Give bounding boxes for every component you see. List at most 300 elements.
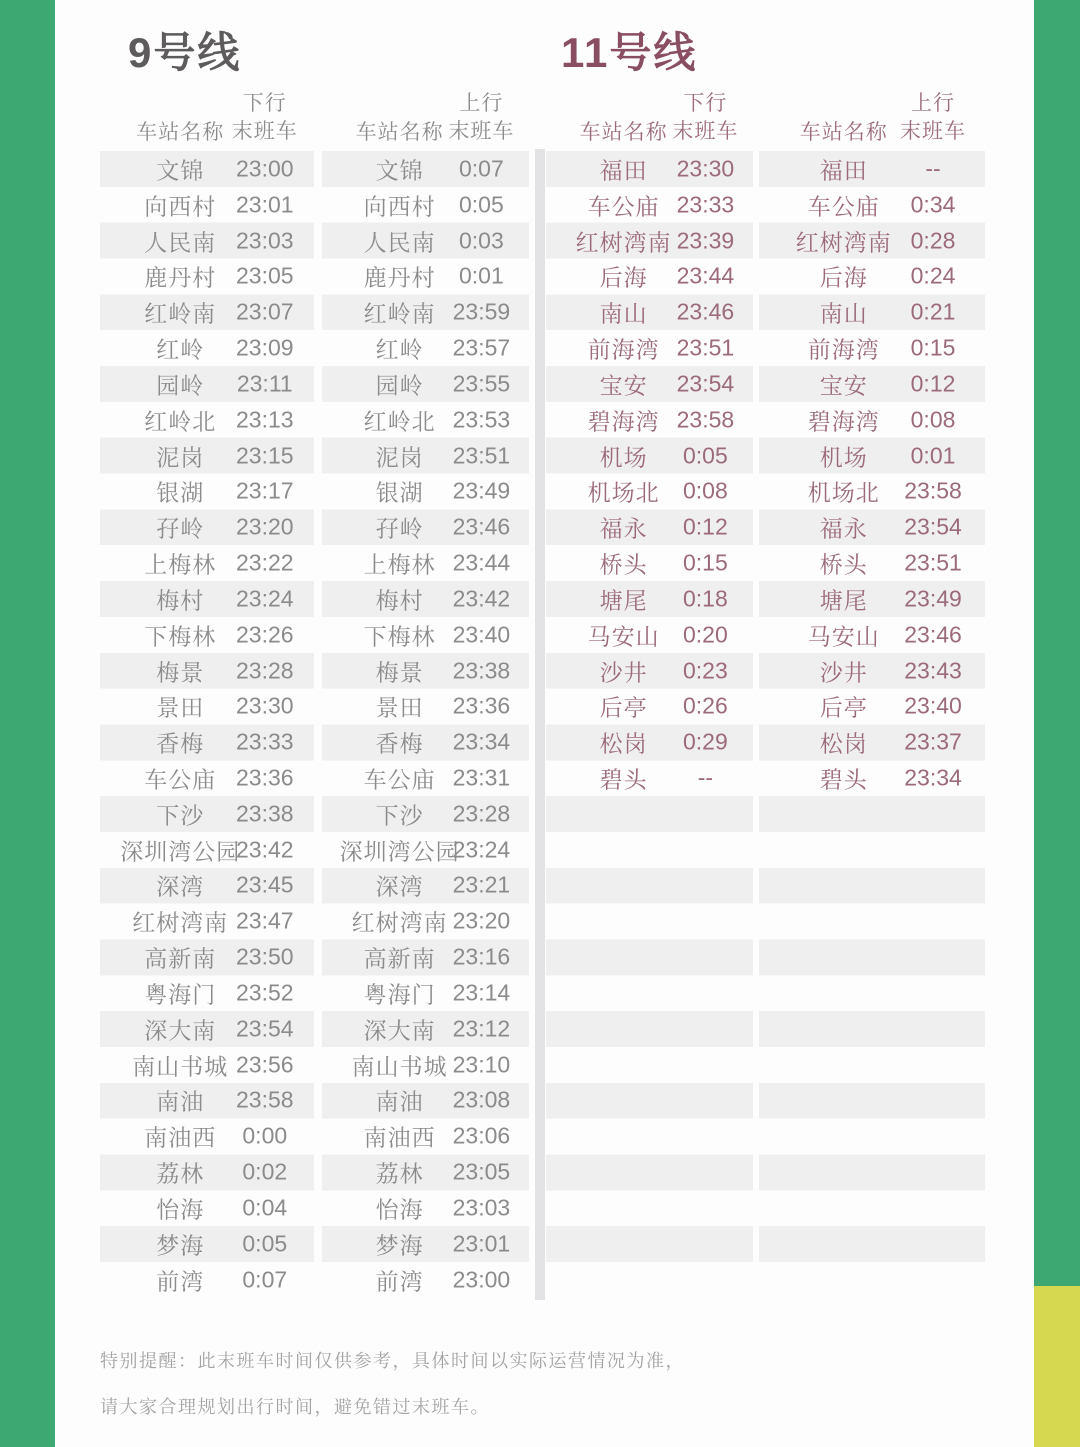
- time-cell: 23:54: [904, 513, 962, 540]
- table-row: [759, 402, 985, 438]
- station-name-cell: 孖岭: [156, 515, 205, 542]
- time-cell: 23:11: [236, 370, 293, 397]
- station-name-cell: 塘尾: [599, 587, 648, 614]
- time-cell: 23:52: [236, 979, 294, 1006]
- line9-down-table: [100, 151, 314, 1298]
- time-cell: 23:31: [452, 764, 511, 791]
- direction-label: 下行: [683, 92, 728, 115]
- time-cell: 0:05: [242, 1230, 288, 1257]
- direction-label: 上行: [459, 92, 504, 115]
- table-row: [546, 473, 753, 509]
- time-cell: 23:58: [676, 406, 735, 433]
- table-row: [100, 1262, 314, 1298]
- table-row: [100, 724, 314, 760]
- station-name-cell: 高新南: [144, 945, 217, 972]
- table-row: [322, 1226, 529, 1262]
- time-cell: 23:33: [236, 728, 294, 755]
- station-name-cell: 松岗: [819, 730, 868, 757]
- time-cell: 23:58: [904, 477, 962, 504]
- table-row: [322, 975, 529, 1011]
- station-name-cell: 福永: [599, 515, 648, 542]
- station-name-cell: 香梅: [156, 730, 205, 757]
- station-name-cell: 鹿丹村: [363, 264, 436, 291]
- time-cell: 0:01: [459, 262, 504, 289]
- time-cell: 23:10: [452, 1051, 511, 1078]
- station-name-cell: 怡海: [375, 1196, 424, 1223]
- table-row: [322, 1118, 529, 1154]
- station-name-cell: 前海湾: [587, 336, 660, 363]
- station-name-cell: 深大南: [144, 1017, 217, 1044]
- time-cell: 23:16: [452, 943, 511, 970]
- time-cell: 23:42: [452, 585, 511, 612]
- station-name-cell: 梦海: [156, 1232, 205, 1259]
- up-last-train-header: [434, 90, 529, 146]
- table-row: [322, 223, 529, 259]
- table-row: [322, 330, 529, 366]
- station-name-cell: 车公庙: [363, 766, 436, 793]
- time-cell: 23:05: [452, 1158, 511, 1185]
- time-cell: 0:15: [683, 549, 728, 576]
- table-row: [100, 1047, 314, 1083]
- station-name-cell: 碧海湾: [807, 408, 880, 435]
- time-cell: 23:34: [904, 764, 962, 791]
- table-row: [322, 832, 529, 868]
- station-name-cell: 粤海门: [363, 981, 436, 1008]
- table-row: [322, 1047, 529, 1083]
- time-cell: 0:29: [683, 728, 728, 755]
- time-cell: 23:33: [676, 191, 735, 218]
- time-cell: 23:59: [452, 298, 511, 325]
- table-row: [100, 1083, 314, 1119]
- time-cell: 23:28: [236, 657, 294, 683]
- table-row: [322, 545, 529, 581]
- table-row: [322, 760, 529, 796]
- time-cell: 23:00: [236, 155, 294, 182]
- time-cell: 23:21: [452, 871, 511, 898]
- table-row: [546, 509, 753, 545]
- station-name-header: 车站名称: [579, 121, 668, 144]
- table-row: [100, 1226, 314, 1262]
- time-cell: 23:17: [236, 477, 294, 504]
- time-cell: 0:05: [459, 191, 504, 218]
- table-row: [100, 438, 314, 474]
- station-name-cell: 深大南: [363, 1017, 436, 1044]
- table-row: [546, 617, 753, 653]
- table-row: [322, 688, 529, 724]
- station-name-cell: 后亭: [819, 694, 868, 721]
- station-name-cell: 梦海: [375, 1232, 424, 1259]
- table-row: [759, 366, 985, 402]
- time-cell: 23:24: [236, 585, 294, 612]
- time-cell: 0:18: [683, 585, 728, 612]
- table-row: [322, 509, 529, 545]
- table-row: [759, 294, 985, 330]
- station-name-cell: 南山书城: [351, 1053, 448, 1080]
- station-name-cell: 桥头: [819, 551, 868, 578]
- station-name-cell: 粤海门: [144, 981, 217, 1008]
- time-cell: 23:46: [904, 621, 962, 648]
- right-accent-bar-green: [1034, 0, 1080, 1286]
- time-cell: 23:26: [236, 621, 294, 648]
- line11-down-table: [546, 151, 753, 1298]
- station-name-cell: 马安山: [807, 623, 880, 650]
- time-cell: 0:02: [242, 1158, 288, 1185]
- table-row: [322, 581, 529, 617]
- table-row: [322, 903, 529, 939]
- footer-note: [100, 1338, 860, 1430]
- table-row: [100, 473, 314, 509]
- station-name-cell: 南山: [599, 300, 648, 327]
- table-row: [322, 438, 529, 474]
- station-name-cell: 红树湾南: [575, 229, 672, 256]
- time-cell: 0:12: [683, 513, 728, 540]
- station-name-cell: 银湖: [156, 479, 205, 506]
- last-train-label: 末班车: [448, 120, 515, 143]
- station-name-cell: 深圳湾公园: [339, 838, 460, 865]
- table-row: [759, 330, 985, 366]
- time-cell: 23:51: [676, 334, 735, 361]
- time-cell: 23:50: [236, 943, 294, 970]
- time-cell: 23:38: [236, 800, 294, 827]
- station-name-cell: 下沙: [156, 802, 205, 829]
- station-name-cell: 南山: [819, 300, 868, 327]
- station-name-cell: 文锦: [375, 157, 424, 184]
- station-name-cell: 红岭北: [144, 408, 217, 435]
- time-cell: 23:20: [452, 907, 511, 934]
- table-row: [100, 939, 314, 975]
- table-row: [546, 760, 753, 796]
- table-row: [100, 903, 314, 939]
- table-row: [100, 545, 314, 581]
- station-name-cell: 梅村: [156, 587, 205, 614]
- station-name-cell: 向西村: [144, 193, 217, 220]
- down-last-train-header: [216, 90, 314, 146]
- time-cell: 23:55: [452, 370, 511, 397]
- time-cell: 23:40: [904, 692, 962, 719]
- table-row: [100, 1190, 314, 1226]
- time-cell: 23:38: [452, 657, 511, 683]
- table-row: [759, 258, 985, 294]
- last-train-label: 末班车: [231, 120, 298, 143]
- time-cell: 0:08: [910, 406, 956, 433]
- table-row: [100, 868, 314, 904]
- station-name-cell: 桥头: [599, 551, 648, 578]
- time-cell: 23:06: [452, 1122, 511, 1149]
- table-row: [322, 187, 529, 223]
- time-cell: 23:37: [904, 728, 962, 755]
- table-row: [100, 402, 314, 438]
- station-name-cell: 碧头: [599, 766, 648, 793]
- time-cell: 23:58: [236, 1086, 294, 1113]
- station-name-cell: 松岗: [599, 730, 648, 757]
- table-row: [759, 653, 985, 689]
- direction-label: 下行: [242, 92, 287, 115]
- left-accent-bar: [0, 0, 55, 1447]
- time-cell: 23:40: [452, 621, 511, 648]
- time-cell: 0:26: [683, 692, 728, 719]
- station-name-cell: 上梅林: [363, 551, 436, 578]
- station-name-cell: 景田: [156, 694, 205, 721]
- time-cell: 23:22: [236, 549, 294, 576]
- table-row: [100, 796, 314, 832]
- station-name-cell: 香梅: [375, 730, 424, 757]
- last-train-label: 末班车: [672, 120, 739, 143]
- time-cell: 23:57: [452, 334, 511, 361]
- station-name-cell: 人民南: [144, 229, 217, 256]
- station-name-cell: 深湾: [156, 873, 205, 900]
- station-name-cell: 泥岗: [375, 444, 424, 471]
- station-name-cell: 文锦: [156, 157, 205, 184]
- footer-note-line1: 特别提醒：此末班车时间仅供参考，具体时间以实际运营情况为准，: [100, 1351, 685, 1371]
- station-name-cell: 南油: [375, 1088, 424, 1115]
- line9-down-header: [100, 70, 314, 150]
- station-name-cell: 碧海湾: [587, 408, 660, 435]
- table-row: [759, 724, 985, 760]
- station-name-cell: 银湖: [375, 479, 424, 506]
- station-name-cell: 景田: [375, 694, 424, 721]
- station-name-cell: 宝安: [819, 372, 868, 399]
- table-row: [546, 402, 753, 438]
- station-name-cell: 红树湾南: [351, 909, 448, 936]
- time-cell: 0:00: [242, 1122, 288, 1149]
- time-cell: 0:05: [683, 442, 728, 469]
- down-last-train-header: [658, 90, 753, 146]
- station-name-cell: 前海湾: [807, 336, 880, 363]
- table-row: [759, 545, 985, 581]
- station-name-cell: 南油西: [144, 1124, 217, 1151]
- station-name-cell: 高新南: [363, 945, 436, 972]
- table-row: [100, 832, 314, 868]
- table-row: [546, 688, 753, 724]
- station-name-cell: 塘尾: [819, 587, 868, 614]
- table-row: [546, 258, 753, 294]
- time-cell: 23:49: [904, 585, 962, 612]
- time-cell: 23:09: [236, 334, 294, 361]
- time-cell: 23:08: [452, 1086, 511, 1113]
- station-name-cell: 南油: [156, 1088, 205, 1115]
- time-cell: 23:34: [452, 728, 511, 755]
- station-name-cell: 沙井: [819, 659, 868, 685]
- line9-title: 9号线: [128, 29, 242, 76]
- table-row: [759, 151, 985, 187]
- station-name-cell: 机场北: [807, 479, 880, 506]
- table-row: [100, 688, 314, 724]
- station-name-cell: 深圳湾公园: [120, 838, 241, 865]
- table-row: [546, 366, 753, 402]
- table-row: [100, 223, 314, 259]
- table-row: [322, 1083, 529, 1119]
- station-name-cell: 机场: [599, 444, 648, 471]
- table-row: [322, 868, 529, 904]
- time-cell: 23:54: [676, 370, 735, 397]
- station-name-cell: 上梅林: [144, 551, 217, 578]
- time-cell: 23:51: [452, 442, 511, 469]
- table-row: [546, 581, 753, 617]
- station-name-cell: 红树湾南: [132, 909, 229, 936]
- table-row: [759, 760, 985, 796]
- time-cell: 23:01: [452, 1230, 511, 1257]
- table-row: [100, 1011, 314, 1047]
- right-accent-bar-yellow: [1034, 1286, 1080, 1447]
- table-row: [546, 724, 753, 760]
- table-row: [322, 1190, 529, 1226]
- time-cell: 23:20: [236, 513, 294, 540]
- station-name-cell: 下梅林: [363, 623, 436, 650]
- station-name-cell: 红树湾南: [795, 229, 892, 256]
- station-name-cell: 南山书城: [132, 1053, 229, 1080]
- station-name-cell: 沙井: [599, 659, 648, 685]
- time-cell: 23:44: [452, 549, 511, 576]
- line11-down-header: [546, 70, 753, 150]
- time-cell: 0:12: [910, 370, 956, 397]
- time-cell: 23:46: [452, 513, 511, 540]
- table-row: [546, 330, 753, 366]
- station-name-cell: 碧头: [819, 766, 868, 793]
- table-row: [100, 258, 314, 294]
- station-name-cell: 梅景: [375, 659, 424, 685]
- table-row: [759, 617, 985, 653]
- time-cell: 0:24: [910, 262, 956, 289]
- last-train-label: 末班车: [900, 120, 967, 143]
- table-row: [322, 294, 529, 330]
- station-name-cell: 红岭: [156, 336, 205, 363]
- time-cell: 23:28: [452, 800, 511, 827]
- station-name-cell: 前湾: [375, 1268, 424, 1295]
- time-cell: 23:56: [236, 1051, 294, 1078]
- table-row: [759, 438, 985, 474]
- station-name-cell: 后海: [599, 264, 648, 291]
- table-row: [322, 1262, 529, 1298]
- time-cell: 23:36: [236, 764, 294, 791]
- station-name-cell: 泥岗: [156, 444, 205, 471]
- table-row: [322, 473, 529, 509]
- station-name-header: 车站名称: [136, 121, 225, 144]
- station-name-cell: 马安山: [587, 623, 660, 650]
- time-cell: 23:03: [452, 1194, 511, 1221]
- table-row: [100, 653, 314, 689]
- station-name-cell: 福永: [819, 515, 868, 542]
- time-cell: 0:07: [242, 1266, 288, 1293]
- station-name-cell: 车公庙: [144, 766, 217, 793]
- time-cell: 0:34: [910, 191, 956, 218]
- station-name-cell: 机场: [819, 444, 868, 471]
- time-cell: --: [925, 155, 941, 182]
- line9-up-table: [322, 151, 529, 1298]
- section-divider: [535, 149, 545, 1300]
- table-row: [100, 1118, 314, 1154]
- station-name-cell: 梅景: [156, 659, 205, 685]
- time-cell: 23:14: [452, 979, 511, 1006]
- time-cell: 0:21: [910, 298, 956, 325]
- table-row: [100, 581, 314, 617]
- table-row: [322, 617, 529, 653]
- table-row: [759, 223, 985, 259]
- station-name-cell: 荔林: [156, 1160, 205, 1187]
- time-cell: 0:20: [683, 621, 728, 648]
- time-cell: 23:54: [236, 1015, 294, 1042]
- station-name-cell: 向西村: [363, 193, 436, 220]
- time-cell: 23:07: [236, 298, 294, 325]
- time-cell: 0:08: [683, 477, 728, 504]
- time-cell: 23:00: [452, 1266, 511, 1293]
- station-name-cell: 红岭南: [363, 300, 436, 327]
- line11-title: 11号线: [561, 29, 698, 76]
- table-row: [759, 187, 985, 223]
- up-last-train-header: [881, 90, 985, 146]
- time-cell: 23:05: [236, 262, 294, 289]
- table-row: [100, 151, 314, 187]
- station-name-cell: 福田: [819, 157, 868, 184]
- table-row: [100, 366, 314, 402]
- time-cell: 23:43: [904, 657, 962, 683]
- footer-note-line2: 请大家合理规划出行时间，避免错过末班车。: [100, 1397, 490, 1417]
- time-cell: 23:44: [676, 262, 735, 289]
- station-name-cell: 车公庙: [807, 193, 880, 220]
- table-row: [100, 330, 314, 366]
- table-row: [100, 760, 314, 796]
- table-row: [100, 975, 314, 1011]
- station-name-cell: 车公庙: [587, 193, 660, 220]
- station-name-cell: 下梅林: [144, 623, 217, 650]
- time-cell: 0:03: [459, 227, 504, 254]
- table-row: [546, 653, 753, 689]
- station-name-cell: 园岭: [156, 372, 205, 399]
- line11-up-table: [759, 151, 985, 1298]
- time-cell: 0:07: [459, 155, 504, 182]
- station-name-cell: 梅村: [375, 587, 424, 614]
- time-cell: 23:01: [236, 191, 294, 218]
- table-row: [759, 509, 985, 545]
- table-row: [100, 617, 314, 653]
- time-cell: 23:15: [236, 442, 294, 469]
- station-name-cell: 深湾: [375, 873, 424, 900]
- table-row: [546, 294, 753, 330]
- time-cell: 0:15: [910, 334, 956, 361]
- station-name-cell: 机场北: [587, 479, 660, 506]
- time-cell: 0:04: [242, 1194, 288, 1221]
- time-cell: 23:49: [452, 477, 511, 504]
- table-row: [546, 151, 753, 187]
- station-name-cell: 鹿丹村: [144, 264, 217, 291]
- table-row: [322, 724, 529, 760]
- table-row: [759, 581, 985, 617]
- station-name-cell: 下沙: [375, 802, 424, 829]
- table-row: [759, 688, 985, 724]
- station-name-cell: 荔林: [375, 1160, 424, 1187]
- time-cell: 0:28: [910, 227, 956, 254]
- time-cell: 23:39: [676, 227, 735, 254]
- time-cell: 23:36: [452, 692, 511, 719]
- station-name-cell: 怡海: [156, 1196, 205, 1223]
- table-row: [100, 509, 314, 545]
- station-name-header: 车站名称: [799, 121, 888, 144]
- table-row: [322, 796, 529, 832]
- table-row: [322, 1011, 529, 1047]
- time-cell: 0:23: [683, 657, 728, 683]
- station-name-cell: 红岭北: [363, 408, 436, 435]
- line11-up-header: [759, 70, 985, 150]
- table-row: [322, 1154, 529, 1190]
- station-name-cell: 后亭: [599, 694, 648, 721]
- time-cell: 23:51: [904, 549, 962, 576]
- station-name-cell: 人民南: [363, 229, 436, 256]
- table-row: [100, 294, 314, 330]
- table-row: [100, 1154, 314, 1190]
- time-cell: 23:24: [452, 836, 511, 863]
- station-name-cell: 宝安: [599, 372, 648, 399]
- time-cell: --: [697, 764, 714, 791]
- time-cell: 23:12: [452, 1015, 511, 1042]
